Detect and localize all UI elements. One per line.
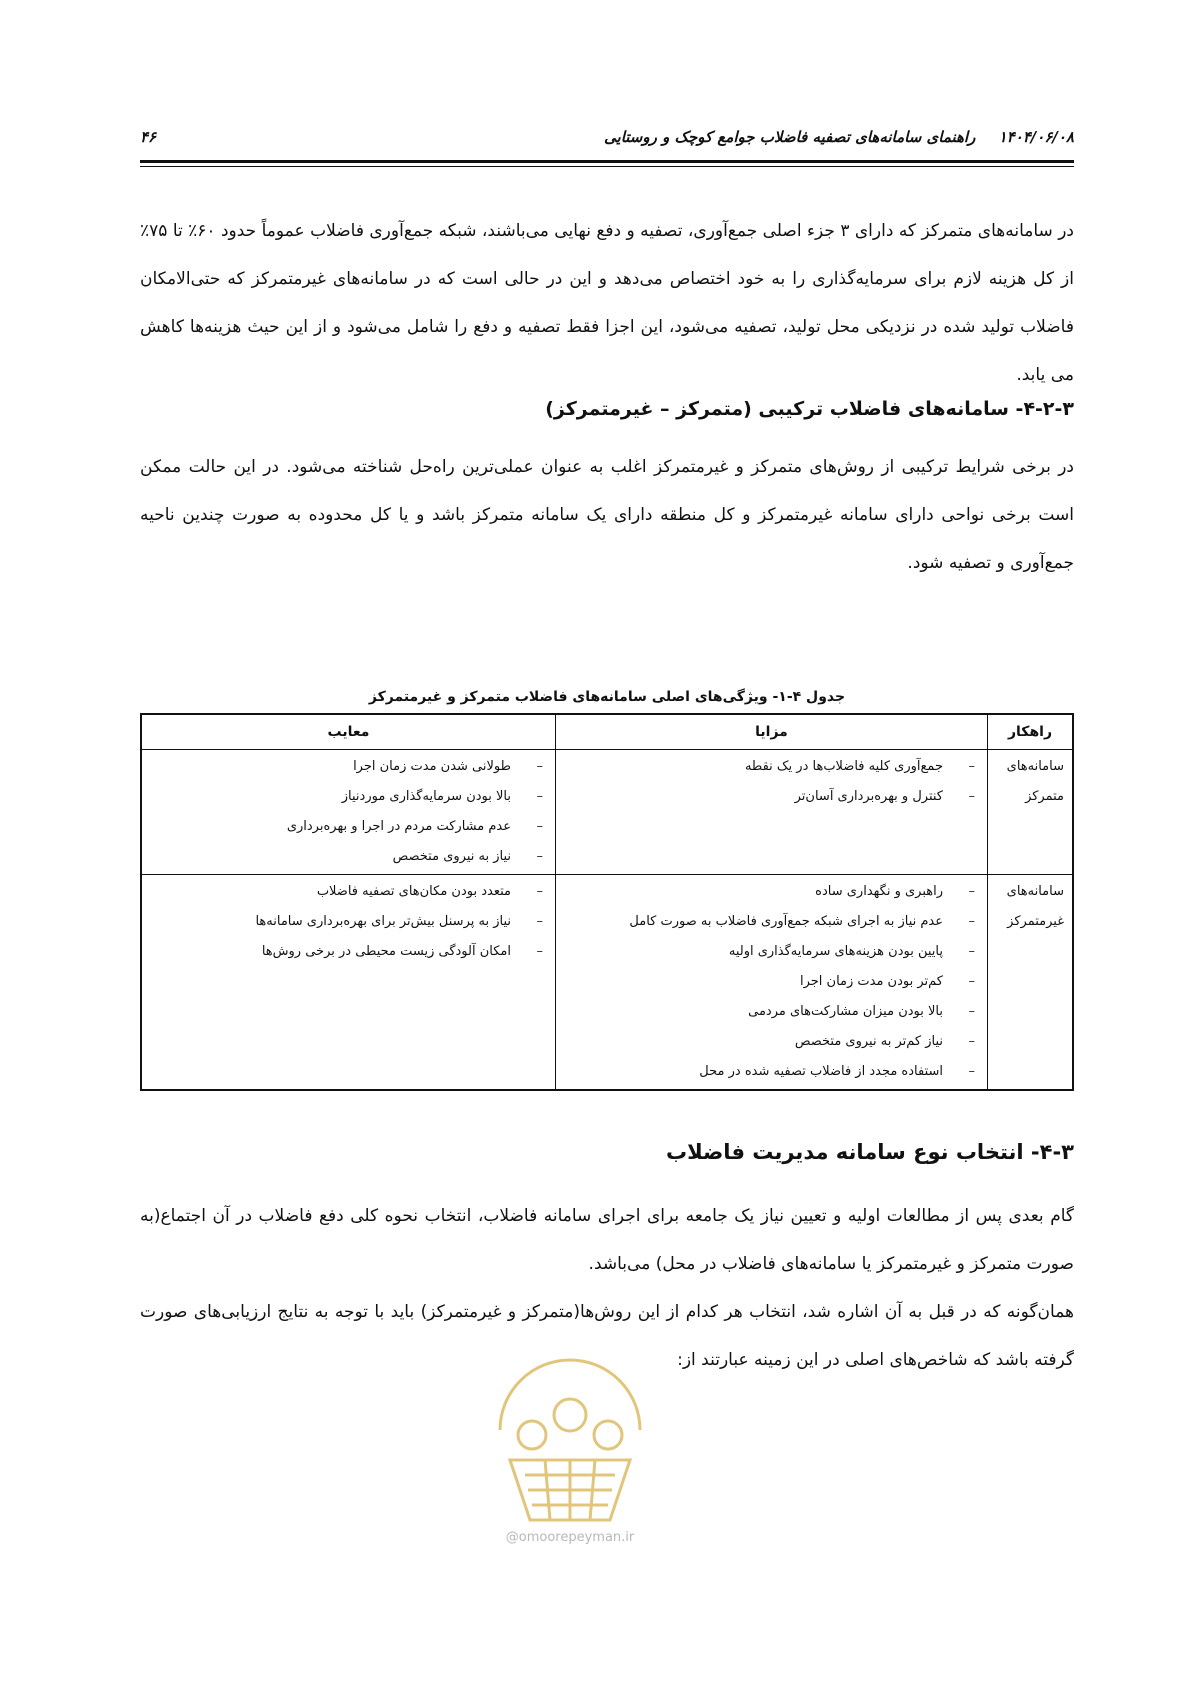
header-date: ۱۴۰۴/۰۶/۰۸ bbox=[998, 128, 1074, 146]
list-item: – جمع‌آوری کلیه فاضلاب‌ها در یک نقطه bbox=[564, 752, 979, 782]
header-disadvantages: معایب bbox=[141, 714, 556, 750]
list-item: – عدم نیاز به اجرای شبکه جمع‌آوری فاضلاب به صورت کامل bbox=[564, 907, 979, 937]
watermark-site: @omoorepeyman.ir bbox=[505, 1530, 635, 1545]
disadvantages-cell bbox=[141, 750, 556, 875]
comparison-table bbox=[140, 713, 1074, 1091]
method-cell: سامانه‌های غیرمتمرکز bbox=[988, 875, 1074, 1091]
list-item: – بالا بودن سرمایه‌گذاری موردنیاز bbox=[150, 782, 547, 812]
list-item: – نیاز کم‌تر به نیروی متخصص bbox=[564, 1027, 979, 1057]
table-row bbox=[141, 750, 1073, 875]
section-heading-hybrid: ۴-۲-۳- سامانه‌های فاضلاب ترکیبی (متمرکز – غیرمتمرکز) bbox=[545, 398, 1074, 420]
table-row bbox=[141, 875, 1073, 1091]
header-method: راهکار bbox=[988, 714, 1074, 750]
section-paragraph-selection-1: گام بعدی پس از مطالعات اولیه و تعیین نیاز یک جامعه برای اجرای سامانه فاضلاب، انتخاب نحوه کلی دفع فاضلاب در آن اجتماع(به صورت متمرکز و غیرمتمرکز یا سامانه‌های فاضلاب در محل) می‌باشد. bbox=[140, 1206, 1074, 1274]
table-caption: جدول ۴-۱- ویژگی‌های اصلی سامانه‌های فاضلاب متمرکز و غیرمتمرکز bbox=[368, 689, 846, 705]
disadvantages-cell bbox=[141, 875, 556, 1091]
list-item: – طولانی شدن مدت زمان اجرا bbox=[150, 752, 547, 782]
list-item: – پایین بودن هزینه‌های سرمایه‌گذاری اولیه bbox=[564, 937, 979, 967]
table-header-row bbox=[141, 714, 1073, 750]
section-paragraph-hybrid: در برخی شرایط ترکیبی از روش‌های متمرکز و غیرمتمرکز اغلب به عنوان عملی‌ترین راه‌حل شناخته می‌شود. در این حالت ممکن است برخی نواحی دارای سامانه غیرمتمرکز و کل منطقه دارای یک سامانه متمرکز باشد و یا کل محدوده به صورت چندین ناحیه جمع‌آوری و تصفیه شود. bbox=[140, 457, 1074, 573]
list-item: – متعدد بودن مکان‌های تصفیه فاضلاب bbox=[150, 877, 547, 907]
list-item: – عدم مشارکت مردم در اجرا و بهره‌برداری bbox=[150, 812, 547, 842]
header-rule-thin bbox=[140, 166, 1074, 167]
list-item: – کنترل و بهره‌برداری آسان‌تر bbox=[564, 782, 979, 812]
header-advantages: مزایا bbox=[556, 714, 988, 750]
advantages-cell bbox=[556, 875, 988, 1091]
watermark-logo bbox=[470, 1320, 670, 1550]
method-cell: سامانه‌های متمرکز bbox=[988, 750, 1074, 875]
header-rule bbox=[140, 160, 1074, 163]
list-item: – امکان آلودگی زیست محیطی در برخی روش‌ها bbox=[150, 937, 547, 967]
page-number: ۴۶ bbox=[140, 128, 157, 146]
list-item: – استفاده مجدد از فاضلاب تصفیه شده در محل bbox=[564, 1057, 979, 1087]
advantages-cell bbox=[556, 750, 988, 875]
list-item: – کم‌تر بودن مدت زمان اجرا bbox=[564, 967, 979, 997]
list-item: – نیاز به نیروی متخصص bbox=[150, 842, 547, 872]
list-item: – بالا بودن میزان مشارکت‌های مردمی bbox=[564, 997, 979, 1027]
section-paragraph-selection-2: همان‌گونه که در قبل به آن اشاره شد، انتخاب هر کدام از این روش‌ها(متمرکز و غیرمتمرکز) باید با توجه به نتایج ارزیابی‌های صورت گرفته باشد که شاخص‌های اصلی در این زمینه عبارتند از: bbox=[140, 1302, 1074, 1370]
header-title: راهنمای سامانه‌های تصفیه فاضلاب جوامع کوچک و روستایی bbox=[604, 128, 976, 146]
watermark-seal-icon bbox=[470, 1320, 670, 1525]
section-heading-selection: ۴-۳- انتخاب نوع سامانه مدیریت فاضلاب bbox=[665, 1140, 1074, 1164]
list-item: – راهبری و نگهداری ساده bbox=[564, 877, 979, 907]
intro-paragraph: در سامانه‌های متمرکز که دارای ۳ جزء اصلی جمع‌آوری، تصفیه و دفع نهایی می‌باشند، شبکه جمع‌آوری فاضلاب عموماً حدود ۶۰٪ تا ۷۵٪ از کل هزینه لازم برای سرمایه‌گذاری را به خود اختصاص می‌دهد و این در حالی است که در سامانه‌های غیرمتمرکز که حتی‌الامکان فاضلاب تولید شده در نزدیکی محل تولید، تصفیه می‌شود، این اجزا فقط تصفیه و دفع را شامل می‌شود و از این حیث هزینه‌ها کاهش می یابد. bbox=[140, 221, 1074, 385]
list-item: – نیاز به پرسنل بیش‌تر برای بهره‌برداری سامانه‌ها bbox=[150, 907, 547, 937]
running-title bbox=[604, 128, 1074, 146]
